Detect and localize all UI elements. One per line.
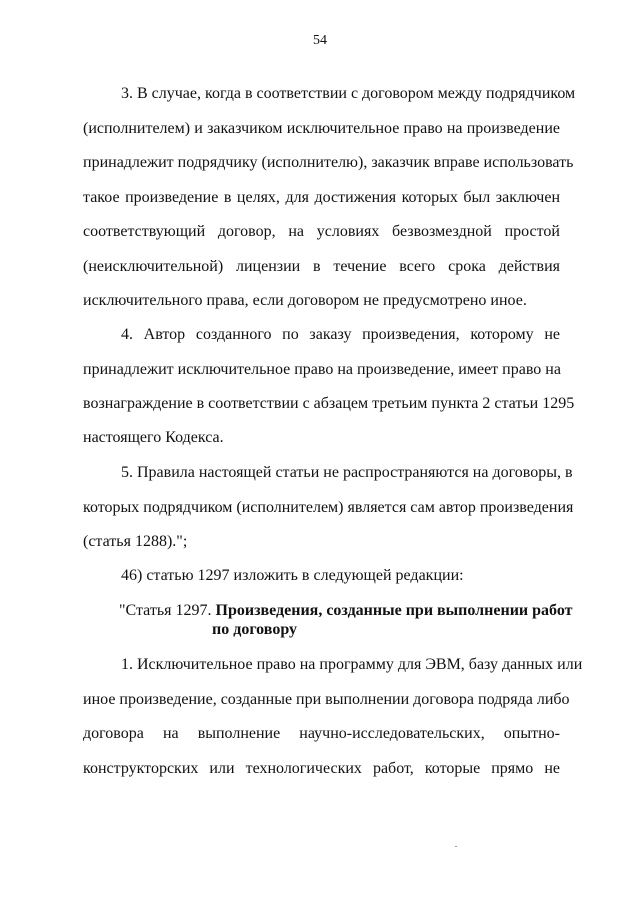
paragraph-line: которых подрядчиком (исполнителем) является сам автор произведения xyxy=(83,499,574,516)
paragraph-line: (исполнителем) и заказчиком исключительное право на произведение xyxy=(83,120,560,137)
page-number: 54 xyxy=(313,33,327,48)
article-heading-continuation xyxy=(212,620,560,640)
scan-speck xyxy=(455,846,457,847)
paragraph-line: принадлежит исключительное право на произведение, имеет право на xyxy=(83,361,561,378)
paragraph-line: такое произведение в целях, для достижения которых был заключен xyxy=(83,189,560,206)
paragraph-line: (статья 1288)."; xyxy=(83,533,188,550)
paragraph-line: конструкторских или технологических работ, которые прямо не xyxy=(83,760,560,777)
paragraph-line: 1. Исключительное право на программу для ЭВМ, базу данных или xyxy=(121,656,583,673)
paragraph-line: 4. Автор созданного по заказу произведения, которому не xyxy=(121,326,560,343)
article-heading-prefix: "Статья 1297. xyxy=(119,602,216,619)
article-heading xyxy=(119,601,573,621)
paragraph-line: 3. В случае, когда в соответствии с договором между подрядчиком xyxy=(121,85,576,102)
paragraph-line: 5. Правила настоящей статьи не распространяются на договоры, в xyxy=(121,464,573,481)
article-heading-title: Произведения, созданные при выполнении работ xyxy=(215,602,573,619)
paragraph-line: соответствующий договор, на условиях безвозмездной простой xyxy=(83,223,560,240)
paragraph-line: вознаграждение в соответствии с абзацем третьим пункта 2 статьи 1295 xyxy=(83,395,575,412)
paragraph-line: исключительного права, если договором не предусмотрено иное. xyxy=(83,292,527,309)
article-heading-title-cont: по договору xyxy=(212,621,297,638)
paragraph-line: настоящего Кодекса. xyxy=(83,429,224,446)
paragraph-line: договора на выполнение научно-исследовательских, опытно- xyxy=(83,725,560,742)
paragraph-line: принадлежит подрядчику (исполнителю), заказчик вправе использовать xyxy=(83,154,574,171)
paragraph-line: 46) статью 1297 изложить в следующей редакции: xyxy=(121,567,464,584)
paragraph-line: иное произведение, созданные при выполнении договора подряда либо xyxy=(83,691,570,708)
paragraph-line: (неисключительной) лицензии в течение всего срока действия xyxy=(83,258,560,275)
